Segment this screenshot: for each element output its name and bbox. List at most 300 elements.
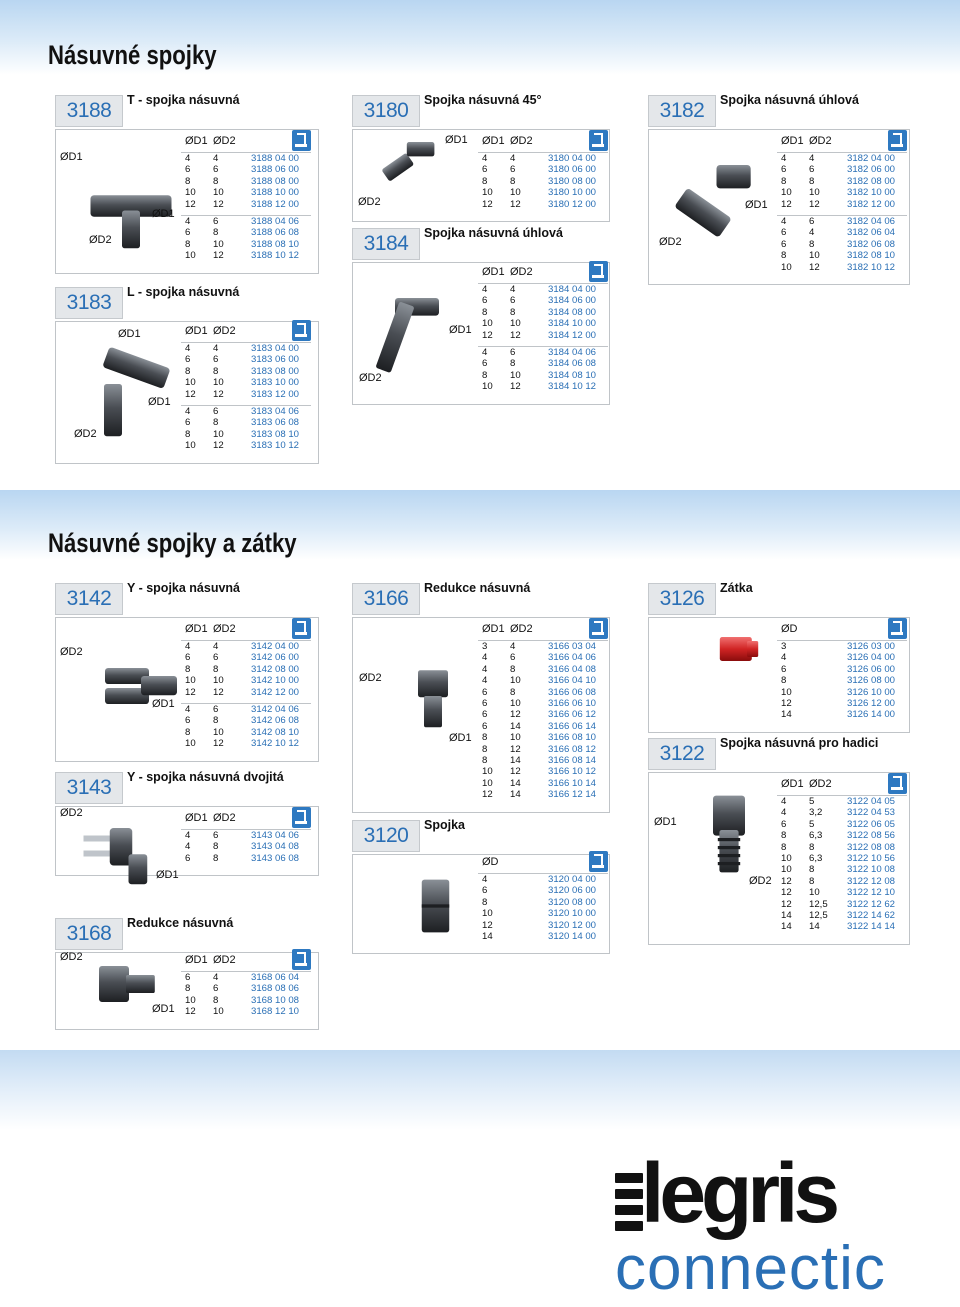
table-header bbox=[181, 807, 311, 829]
cell-d1: 8 bbox=[482, 369, 488, 381]
cell-d2: 6 bbox=[213, 406, 219, 417]
cell-d1: 8 bbox=[781, 175, 787, 187]
cell-part-number: 3120 10 00 bbox=[548, 908, 597, 920]
cell-part-number: 3188 12 00 bbox=[251, 198, 300, 210]
cell-d1: 10 bbox=[781, 864, 792, 876]
column-header-d2: ØD2 bbox=[809, 135, 832, 147]
cell-d2: 10 bbox=[510, 675, 521, 687]
cell-part-number: 3126 10 00 bbox=[847, 686, 896, 698]
cell-part-number: 3188 10 00 bbox=[251, 187, 300, 199]
cell-d1: 8 bbox=[185, 365, 191, 377]
logo-word-connectic: connectic bbox=[615, 1234, 886, 1303]
cell-d1: 14 bbox=[781, 709, 792, 721]
fitting-illustration bbox=[689, 629, 789, 669]
cell-d1: 6 bbox=[185, 972, 191, 983]
table-row bbox=[478, 908, 608, 919]
cell-part-number: 3122 08 56 bbox=[847, 830, 896, 842]
cell-part-number: 3188 04 00 bbox=[251, 153, 300, 164]
cell-d2: 10 bbox=[510, 187, 521, 199]
cell-d1: 4 bbox=[185, 153, 191, 164]
table-row bbox=[478, 347, 608, 358]
table-row bbox=[777, 887, 907, 898]
push-in-fitting-icon bbox=[292, 949, 311, 970]
cell-part-number: 3183 06 00 bbox=[251, 354, 300, 366]
table-row bbox=[181, 853, 311, 864]
cell-part-number: 3183 04 06 bbox=[251, 406, 300, 417]
product-code-3182: 3182 bbox=[648, 95, 716, 127]
cell-d1: 6 bbox=[185, 164, 191, 176]
table-row bbox=[777, 187, 907, 198]
column-header-d2: ØD2 bbox=[213, 623, 236, 635]
cell-d2: 8 bbox=[510, 306, 516, 318]
cell-part-number: 3182 04 00 bbox=[847, 153, 896, 164]
push-in-fitting-icon bbox=[888, 773, 907, 794]
cell-d2: 5 bbox=[809, 796, 815, 807]
dimension-label: ØD2 bbox=[749, 875, 772, 887]
cell-d1: 10 bbox=[781, 852, 792, 864]
size-group bbox=[777, 640, 907, 721]
table-header bbox=[181, 618, 311, 640]
column-header-d1: ØD1 bbox=[185, 954, 208, 966]
size-group bbox=[181, 342, 311, 400]
cell-d2: 6 bbox=[213, 830, 219, 841]
cell-d1: 6 bbox=[482, 885, 488, 897]
cell-part-number: 3120 06 00 bbox=[548, 885, 597, 897]
cell-d2: 10 bbox=[213, 377, 224, 389]
cell-d1: 14 bbox=[781, 909, 792, 921]
column-header-d2: ØD2 bbox=[809, 778, 832, 790]
cell-d1: 10 bbox=[781, 187, 792, 199]
cell-d1: 8 bbox=[482, 743, 488, 755]
cell-d1: 10 bbox=[185, 250, 196, 262]
cell-part-number: 3184 10 12 bbox=[548, 381, 597, 393]
dimension-label: ØD1 bbox=[60, 151, 83, 163]
dimension-label: ØD1 bbox=[118, 328, 141, 340]
cell-d2: 4 bbox=[213, 343, 219, 354]
cell-part-number: 3166 03 04 bbox=[548, 641, 597, 652]
table-row bbox=[478, 330, 608, 341]
cell-part-number: 3120 08 00 bbox=[548, 896, 597, 908]
cell-d1: 10 bbox=[185, 675, 196, 687]
product-image-3143 bbox=[66, 813, 176, 893]
cell-d2: 8 bbox=[510, 175, 516, 187]
fitting-illustration bbox=[689, 779, 769, 889]
cell-part-number: 3188 08 10 bbox=[251, 238, 300, 250]
cell-d1: 8 bbox=[482, 175, 488, 187]
cell-part-number: 3142 08 10 bbox=[251, 726, 300, 738]
cell-part-number: 3142 04 06 bbox=[251, 704, 300, 715]
cell-d1: 4 bbox=[482, 874, 488, 885]
cell-d2: 6 bbox=[213, 652, 219, 664]
table-row bbox=[478, 698, 608, 709]
dimension-label: ØD2 bbox=[359, 672, 382, 684]
column-header-d1: ØD1 bbox=[781, 778, 804, 790]
table-row bbox=[478, 920, 608, 931]
column-header-d2: ØD2 bbox=[213, 325, 236, 337]
cell-d1: 4 bbox=[781, 216, 787, 227]
cell-d2: 8 bbox=[213, 175, 219, 187]
product-code-3180: 3180 bbox=[352, 95, 420, 127]
column-header-d1: ØD1 bbox=[482, 623, 505, 635]
cell-d1: 4 bbox=[185, 841, 191, 853]
cell-d1: 8 bbox=[781, 250, 787, 262]
cell-d1: 8 bbox=[781, 841, 787, 853]
column-header-d1: ØD1 bbox=[185, 623, 208, 635]
table-row bbox=[777, 216, 907, 227]
cell-d2: 6 bbox=[809, 164, 815, 176]
cell-d2: 6 bbox=[809, 216, 815, 227]
cell-d2: 8 bbox=[213, 715, 219, 727]
cell-d1: 6 bbox=[482, 686, 488, 698]
table-row bbox=[478, 744, 608, 755]
size-group bbox=[181, 215, 311, 262]
cell-d1: 8 bbox=[185, 726, 191, 738]
table-header bbox=[777, 618, 907, 640]
table-row bbox=[181, 239, 311, 250]
fitting-illustration bbox=[86, 338, 176, 448]
dimension-label: ØD1 bbox=[152, 208, 175, 220]
cell-part-number: 3182 10 00 bbox=[847, 187, 896, 199]
table-row bbox=[478, 675, 608, 686]
table-row bbox=[777, 176, 907, 187]
cell-part-number: 3142 06 08 bbox=[251, 715, 300, 727]
cell-d1: 4 bbox=[781, 652, 787, 664]
table-row bbox=[777, 164, 907, 175]
cell-d1: 12 bbox=[781, 887, 792, 899]
cell-d2: 6,3 bbox=[809, 830, 823, 842]
table-row bbox=[181, 983, 311, 994]
cell-part-number: 3126 04 00 bbox=[847, 652, 896, 664]
cell-d1: 6 bbox=[482, 720, 488, 732]
size-group bbox=[777, 152, 907, 210]
table-row bbox=[478, 897, 608, 908]
dimension-label: ØD1 bbox=[449, 732, 472, 744]
table-row bbox=[478, 721, 608, 732]
cell-d2: 12 bbox=[510, 709, 521, 721]
product-panel-3166 bbox=[352, 617, 610, 813]
product-panel-3143 bbox=[55, 806, 319, 881]
cell-d1: 8 bbox=[781, 830, 787, 842]
table-row bbox=[478, 664, 608, 675]
dimension-label: ØD2 bbox=[358, 196, 381, 208]
table-row bbox=[478, 931, 608, 942]
table-row bbox=[181, 995, 311, 1006]
cell-d1: 12 bbox=[781, 198, 792, 210]
cell-d1: 6 bbox=[482, 358, 488, 370]
column-header-d1: ØD1 bbox=[482, 266, 505, 278]
table-row bbox=[181, 675, 311, 686]
cell-d1: 6 bbox=[781, 238, 787, 250]
cell-d1: 6 bbox=[781, 818, 787, 830]
cell-d2: 10 bbox=[510, 369, 521, 381]
cell-d2: 4 bbox=[809, 227, 815, 239]
cell-d2: 12 bbox=[809, 261, 820, 273]
cell-part-number: 3166 04 06 bbox=[548, 652, 597, 664]
table-row bbox=[478, 755, 608, 766]
column-header-d1: ØD bbox=[781, 623, 798, 635]
logo-word-legris: legris bbox=[641, 1146, 836, 1240]
product-panel-3188 bbox=[55, 129, 319, 274]
cell-d2: 8 bbox=[809, 238, 815, 250]
table-row bbox=[777, 796, 907, 807]
size-group bbox=[181, 829, 311, 864]
product-code-3122: 3122 bbox=[648, 738, 716, 770]
table-row bbox=[181, 354, 311, 365]
cell-d1: 10 bbox=[185, 994, 196, 1006]
cell-part-number: 3183 04 00 bbox=[251, 343, 300, 354]
cell-d2: 4 bbox=[213, 153, 219, 164]
product-panel-3182 bbox=[648, 129, 910, 285]
table-row bbox=[478, 199, 608, 210]
size-group bbox=[777, 215, 907, 273]
cell-part-number: 3126 06 00 bbox=[847, 663, 896, 675]
table-row bbox=[181, 153, 311, 164]
cell-d1: 4 bbox=[482, 663, 488, 675]
cell-d1: 8 bbox=[482, 754, 488, 766]
cell-d2: 12 bbox=[213, 198, 224, 210]
cell-d1: 6 bbox=[781, 663, 787, 675]
cell-d2: 12 bbox=[510, 743, 521, 755]
cell-d1: 8 bbox=[185, 663, 191, 675]
cell-part-number: 3122 12 10 bbox=[847, 887, 896, 899]
cell-d1: 12 bbox=[185, 1006, 196, 1018]
cell-part-number: 3120 12 00 bbox=[548, 919, 597, 931]
size-group bbox=[478, 873, 608, 942]
table-row bbox=[478, 176, 608, 187]
table-row bbox=[478, 295, 608, 306]
cell-part-number: 3122 08 08 bbox=[847, 841, 896, 853]
cell-d1: 12 bbox=[781, 898, 792, 910]
push-in-fitting-icon bbox=[292, 320, 311, 341]
cell-d2: 12 bbox=[809, 198, 820, 210]
cell-part-number: 3122 10 56 bbox=[847, 852, 896, 864]
product-image-3142 bbox=[96, 644, 186, 729]
cell-part-number: 3182 08 10 bbox=[847, 250, 896, 262]
table-row bbox=[181, 187, 311, 198]
cell-part-number: 3122 12 62 bbox=[847, 898, 896, 910]
cell-d1: 4 bbox=[482, 284, 488, 295]
cell-d2: 6,3 bbox=[809, 852, 823, 864]
cell-d1: 12 bbox=[781, 875, 792, 887]
cell-d1: 8 bbox=[482, 896, 488, 908]
cell-d1: 6 bbox=[185, 354, 191, 366]
cell-part-number: 3166 12 14 bbox=[548, 789, 597, 801]
cell-d1: 8 bbox=[781, 675, 787, 687]
cell-d2: 8 bbox=[213, 663, 219, 675]
cell-d1: 12 bbox=[185, 388, 196, 400]
table-row bbox=[181, 641, 311, 652]
cell-part-number: 3184 06 08 bbox=[548, 358, 597, 370]
column-header-d1: ØD1 bbox=[185, 812, 208, 824]
cell-part-number: 3184 08 10 bbox=[548, 369, 597, 381]
table-row bbox=[777, 830, 907, 841]
cell-d2: 12 bbox=[213, 686, 224, 698]
dimension-label: ØD2 bbox=[60, 646, 83, 658]
cell-part-number: 3188 06 08 bbox=[251, 227, 300, 239]
cell-part-number: 3183 10 12 bbox=[251, 440, 300, 452]
cell-part-number: 3166 10 14 bbox=[548, 777, 597, 789]
product-title-3188: T - spojka násuvná bbox=[127, 93, 240, 107]
cell-d1: 10 bbox=[185, 187, 196, 199]
product-code-3183: 3183 bbox=[55, 287, 123, 319]
cell-part-number: 3183 06 08 bbox=[251, 417, 300, 429]
cell-part-number: 3166 04 08 bbox=[548, 663, 597, 675]
cell-d1: 3 bbox=[781, 641, 787, 652]
table-row bbox=[181, 704, 311, 715]
table-row bbox=[478, 789, 608, 800]
cell-d2: 14 bbox=[510, 720, 521, 732]
cell-part-number: 3180 06 00 bbox=[548, 164, 597, 176]
cell-d2: 8 bbox=[809, 841, 815, 853]
cell-d1: 4 bbox=[482, 652, 488, 664]
cell-d1: 8 bbox=[482, 306, 488, 318]
cell-d1: 4 bbox=[781, 807, 787, 819]
column-header-d2: ØD2 bbox=[510, 135, 533, 147]
cell-d1: 10 bbox=[482, 381, 493, 393]
cell-d1: 4 bbox=[185, 406, 191, 417]
cell-d2: 4 bbox=[809, 153, 815, 164]
product-code-3142: 3142 bbox=[55, 583, 123, 615]
cell-part-number: 3166 08 12 bbox=[548, 743, 597, 755]
push-in-fitting-icon bbox=[589, 130, 608, 151]
table-row bbox=[181, 227, 311, 238]
size-group bbox=[181, 405, 311, 452]
table-row bbox=[478, 885, 608, 896]
product-code-3143: 3143 bbox=[55, 772, 123, 804]
cell-d2: 6 bbox=[213, 704, 219, 715]
cell-d2: 8 bbox=[809, 875, 815, 887]
table-row bbox=[181, 176, 311, 187]
table-row bbox=[478, 358, 608, 369]
cell-d2: 12 bbox=[213, 738, 224, 750]
cell-d2: 10 bbox=[213, 675, 224, 687]
product-title-3142: Y - spojka násuvná bbox=[127, 581, 241, 595]
cell-d1: 4 bbox=[185, 343, 191, 354]
table-row bbox=[478, 641, 608, 652]
cell-part-number: 3180 12 00 bbox=[548, 198, 597, 210]
dimension-label: ØD2 bbox=[74, 428, 97, 440]
cell-part-number: 3183 08 10 bbox=[251, 428, 300, 440]
table-row bbox=[478, 687, 608, 698]
table-header bbox=[777, 773, 907, 795]
cell-d2: 12 bbox=[510, 381, 521, 393]
cell-d1: 8 bbox=[185, 175, 191, 187]
table-row bbox=[478, 381, 608, 392]
cell-part-number: 3120 04 00 bbox=[548, 874, 597, 885]
cell-d2: 3,2 bbox=[809, 807, 823, 819]
cell-d2: 10 bbox=[213, 238, 224, 250]
table-row bbox=[181, 406, 311, 417]
cell-part-number: 3182 06 08 bbox=[847, 238, 896, 250]
product-code-3168: 3168 bbox=[55, 918, 123, 950]
cell-d2: 6 bbox=[510, 295, 516, 307]
cell-d1: 6 bbox=[482, 709, 488, 721]
cell-d2: 12 bbox=[510, 198, 521, 210]
cell-part-number: 3182 08 00 bbox=[847, 175, 896, 187]
product-panel-3122 bbox=[648, 772, 910, 945]
cell-d2: 12,5 bbox=[809, 898, 828, 910]
cell-d1: 10 bbox=[482, 908, 493, 920]
cell-d1: 12 bbox=[482, 198, 493, 210]
cell-d2: 10 bbox=[809, 250, 820, 262]
cell-part-number: 3122 14 62 bbox=[847, 909, 896, 921]
cell-d2: 8 bbox=[809, 175, 815, 187]
cell-part-number: 3180 04 00 bbox=[548, 153, 597, 164]
cell-d1: 10 bbox=[781, 686, 792, 698]
product-code-3184: 3184 bbox=[352, 228, 420, 260]
cell-d2: 12 bbox=[510, 766, 521, 778]
table-row bbox=[777, 153, 907, 164]
column-header-d1: ØD1 bbox=[185, 135, 208, 147]
legris-connectic-logo bbox=[615, 1146, 895, 1303]
cell-d2: 10 bbox=[510, 318, 521, 330]
cell-d1: 10 bbox=[482, 766, 493, 778]
column-header-d1: ØD1 bbox=[482, 135, 505, 147]
column-header-d1: ØD1 bbox=[185, 325, 208, 337]
table-row bbox=[478, 709, 608, 720]
dimension-label: ØD1 bbox=[152, 1003, 175, 1015]
product-panel-3126 bbox=[648, 617, 910, 733]
table-row bbox=[181, 377, 311, 388]
push-in-fitting-icon bbox=[589, 261, 608, 282]
cell-d1: 4 bbox=[185, 216, 191, 227]
table-row bbox=[181, 216, 311, 227]
cell-part-number: 3142 08 00 bbox=[251, 663, 300, 675]
table-header bbox=[478, 618, 608, 640]
table-row bbox=[777, 652, 907, 663]
cell-part-number: 3120 14 00 bbox=[548, 930, 597, 942]
cell-part-number: 3166 08 14 bbox=[548, 754, 597, 766]
push-in-fitting-icon bbox=[589, 618, 608, 639]
product-panel-3142 bbox=[55, 617, 319, 762]
table-row bbox=[181, 727, 311, 738]
cell-d2: 12 bbox=[213, 440, 224, 452]
cell-part-number: 3168 10 08 bbox=[251, 994, 300, 1006]
cell-part-number: 3142 10 12 bbox=[251, 738, 300, 750]
product-title-3182: Spojka násuvná úhlová bbox=[720, 93, 859, 107]
table-header bbox=[181, 130, 311, 152]
cell-part-number: 3142 06 00 bbox=[251, 652, 300, 664]
table-row bbox=[181, 972, 311, 983]
table-row bbox=[181, 738, 311, 749]
push-in-fitting-icon bbox=[888, 618, 907, 639]
cell-part-number: 3143 04 06 bbox=[251, 830, 300, 841]
cell-d1: 4 bbox=[185, 704, 191, 715]
table-row bbox=[181, 664, 311, 675]
fitting-illustration bbox=[408, 851, 463, 961]
product-title-3168: Redukce násuvná bbox=[127, 916, 234, 930]
cell-d2: 5 bbox=[809, 818, 815, 830]
cell-d2: 10 bbox=[213, 187, 224, 199]
table-row bbox=[181, 687, 311, 698]
table-row bbox=[777, 250, 907, 261]
size-group bbox=[181, 640, 311, 698]
column-header-d2: ØD2 bbox=[213, 812, 236, 824]
cell-d2: 12 bbox=[213, 250, 224, 262]
cell-part-number: 3182 06 04 bbox=[847, 227, 896, 239]
cell-d1: 10 bbox=[185, 738, 196, 750]
cell-part-number: 3183 12 00 bbox=[251, 388, 300, 400]
push-in-fitting-icon bbox=[888, 130, 907, 151]
cell-part-number: 3188 04 06 bbox=[251, 216, 300, 227]
product-title-3120: Spojka bbox=[424, 818, 465, 832]
table-row bbox=[777, 807, 907, 818]
table-header bbox=[777, 130, 907, 152]
cell-part-number: 3166 08 10 bbox=[548, 732, 597, 744]
table-row bbox=[777, 641, 907, 652]
cell-d2: 4 bbox=[213, 641, 219, 652]
cell-d2: 10 bbox=[510, 732, 521, 744]
